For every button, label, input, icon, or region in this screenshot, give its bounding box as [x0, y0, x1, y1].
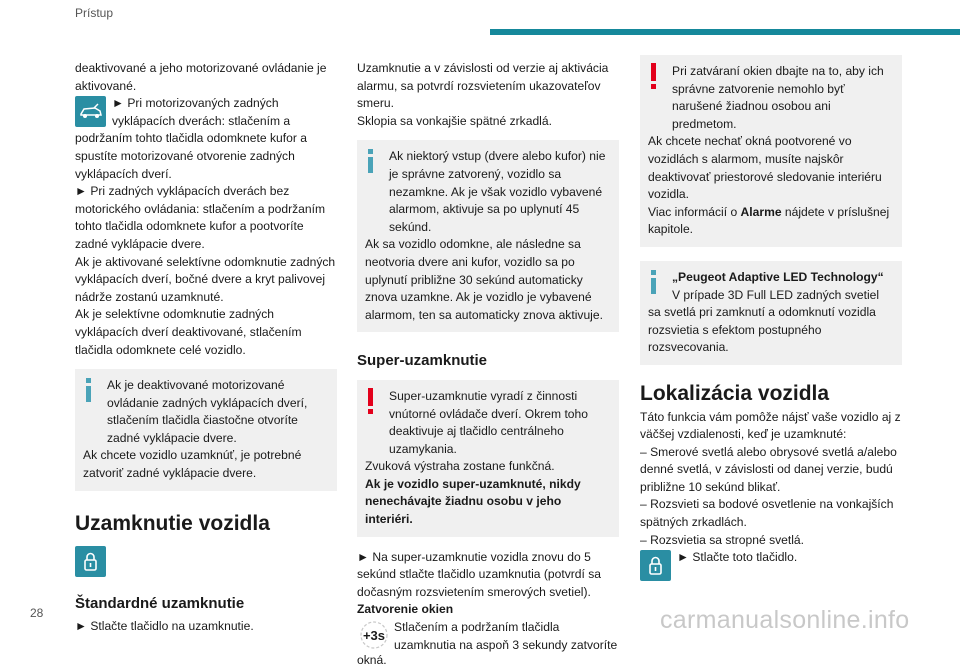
warning-icon [368, 388, 373, 414]
paragraph: deaktivované a jeho motorizované ovládanie je aktivované. [75, 61, 327, 93]
info-icon [86, 378, 91, 402]
paragraph: Sklopia sa vonkajšie spätné zrkadlá. [357, 113, 552, 128]
warning-text: Ak je vozidlo super-uzamknuté, nikdy nenechávajte žiadnu osobu v jeho interiéri. [365, 476, 581, 527]
lock-icon [640, 550, 671, 581]
lock-icon [75, 546, 106, 577]
car-tailgate-icon [75, 96, 106, 127]
warning-text: Ak chcete nechať okná pootvorené vo vozidlách s alarmom, musíte najskôr deaktivovať priestorové sledovanie interiéru vozidla. [648, 134, 882, 202]
windows-row [357, 619, 619, 654]
info-box [75, 369, 337, 491]
info-icon [368, 149, 373, 173]
paragraph: – Rozsvietia sa stropné svetlá. [640, 532, 805, 547]
warning-text: Super-uzamknutie vyradí z činnosti [389, 388, 578, 403]
info-text: ovládanie zadných vyklápacích dverí, stlačením tlačidla čiastočne otvoríte zadné vyklápacie dvere. [107, 395, 308, 445]
info-text: Ak chcete vozidlo uzamknúť, je potrebné zatvoriť zadné vyklápacie dvere. [83, 448, 302, 481]
locate-row [640, 549, 902, 583]
info-icon [651, 270, 656, 294]
paragraph: Ak je selektívne odomknutie zadných vyklápacích dverí deaktivované, stlačením tlačidla odomknete celé vozidlo. [75, 307, 302, 357]
paragraph: – Smerové svetlá alebo obrysové svetlá a/alebo denné svetlá, v závislosti od danej verzie, budú približne 10 sekúnd blikať. [640, 444, 897, 494]
section-heading: Lokalizácia vozidla [640, 381, 830, 405]
paragraph: ► Pri zadných vyklápacích dverách bez motorického ovládania: stlačením a podržaním tohto tlačidla odomknete kufor a pootvoríte zadné vyklápacie dvere. [75, 184, 326, 251]
watermark: carmanualsonline.info [660, 606, 910, 634]
info-text: Ak je deaktivované motorizované [107, 378, 285, 393]
column-2 [357, 60, 619, 670]
warning-icon [651, 63, 656, 89]
page-number: 28 [30, 606, 44, 620]
paragraph: ► Stlačte tlačidlo na uzamknutie. [75, 619, 254, 634]
paragraph: ► Na super-uzamknutie vozidla znovu do 5 sekúnd stlačte tlačidlo uzamknutia (potvrdí sa dočasným rozsvietením smerových svetiel). [357, 549, 602, 599]
info-text: Ak niektorý vstup (dvere alebo kufor) nie [389, 149, 606, 164]
warning-text: vnútorné ovládače dverí. Okrem toho deaktivuje aj tlačidlo centrálneho uzamykania. [389, 406, 588, 456]
paragraph: ► Pri motorizovaných zadných vyklápacích dverách: stlačením a [112, 96, 291, 128]
subheading: Štandardné uzamknutie [75, 594, 245, 612]
info-box [357, 140, 619, 332]
column-3 [640, 55, 902, 583]
info-box [640, 261, 902, 365]
info-text: je správne zatvorený, vozidlo sa nezamkne. Ak je však vozidlo vybavené alarmom, aktivuje sa po uplynutí 45 sekúnd. [389, 166, 603, 234]
paragraph: okná. [357, 653, 387, 668]
warning-text: správne zatvorenie nemohlo byť narušené žiadnou osobou ani predmetom. [672, 81, 845, 131]
column-1 [75, 60, 337, 636]
warning-text: Viac informácií o Alarme nájdete v príslušnej kapitole. [648, 204, 890, 237]
warning-box [640, 55, 902, 247]
subheading: Super-uzamknutie [357, 352, 488, 370]
paragraph: podržaním tohto tlačidla odomknete kufor a spustíte motorizované otvorenie zadných vyklápacích dverí. [75, 131, 307, 181]
info-text: Ak sa vozidlo odomkne, ale následne sa neotvoria dvere ani kufor, vozidlo sa po uplynutí približne 30 sekúnd automaticky znova uzamkne. Ak je vozidlo je vybavené alarmom, ten sa automaticky znova aktivuje. [365, 237, 603, 322]
paragraph: Uzamknutie a v závislosti od verzie aj aktivácia alarmu, sa potvrdí rozsvietením ukazovateľov smeru. [357, 61, 609, 111]
paragraph: – Rozsvieti sa bodové osvetlenie na vonkajších spätných zrkadlách. [640, 497, 894, 530]
section-title: Prístup [75, 6, 114, 20]
windows-label: Zatvorenie okien [357, 602, 454, 617]
hold-3s-icon [357, 620, 391, 650]
paragraph: ► Stlačte toto tlačidlo. [677, 550, 798, 565]
paragraph: Ak je aktivované selektívne odomknutie zadných vyklápacích dverí, bočné dvere a kryt palivovej nádrže zostanú uzamknuté. [75, 254, 336, 304]
header-accent-bar [490, 29, 960, 35]
paragraph: Stlačením a podržaním tlačidla uzamknutia na aspoň 3 sekundy zatvoríte [394, 620, 618, 652]
warning-box [357, 380, 619, 537]
info-title: „Peugeot Adaptive LED Technology“ [672, 269, 884, 284]
warning-text: Zvuková výstraha zostane funkčná. [365, 459, 555, 474]
tailgate-motor-row [75, 95, 337, 130]
paragraph: Táto funkcia vám pomôže nájsť vaše vozidlo aj z väčšej vzdialenosti, keď je uzamknuté: [640, 409, 901, 442]
info-text: V prípade 3D Full LED zadných svetiel sa svetlá pri zamknutí a odomknutí vozidla rozsvietia s efektom postupného rozsvecovania. [648, 287, 880, 355]
warning-text: Pri zatváraní okien dbajte na to, aby ich [672, 64, 884, 78]
svg-text:+3s: +3s [362, 628, 386, 644]
section-heading: Uzamknutie vozidla [75, 511, 270, 535]
